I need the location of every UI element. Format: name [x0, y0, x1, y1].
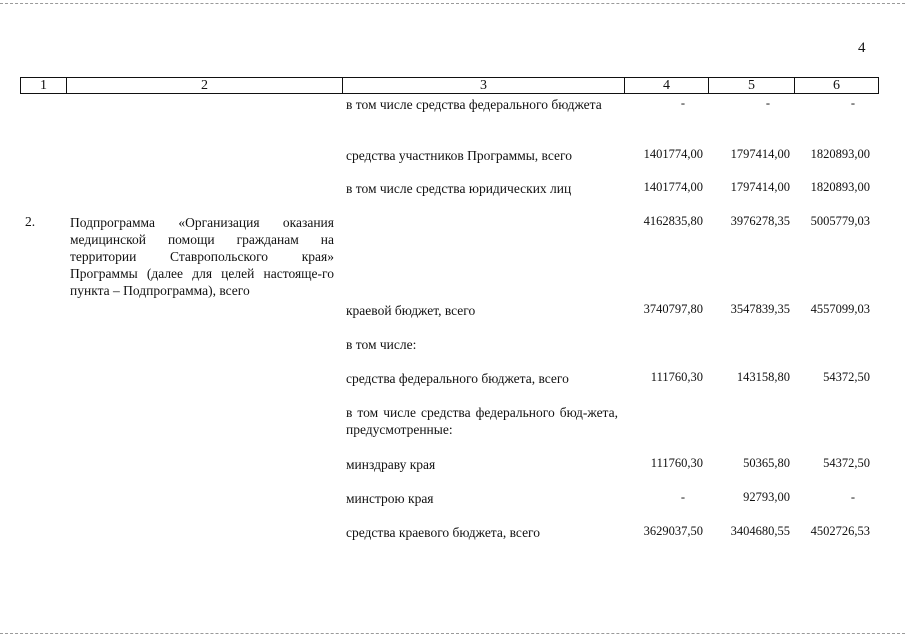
value-col-5: 50365,80 — [743, 456, 790, 470]
value-col-6: - — [850, 96, 855, 110]
subprogram-name: Подпрограмма «Организация оказания медицинской помощи гражданам на территории Ставропольского края» Программы (далее для целей настояще-го пункта – Подпрограмма), всего — [70, 215, 334, 298]
value-col-6: 4502726,53 — [810, 524, 870, 538]
row-description: в том числе: — [346, 337, 417, 352]
value-col-4: - — [680, 96, 685, 110]
value-col-6: 5005779,03 — [810, 214, 870, 228]
row-description: минстрою края — [346, 491, 434, 506]
column-header-table — [20, 77, 879, 94]
scan-edge-top — [0, 3, 905, 4]
row-description: в том числе средства федерального бюд-жета, предусмотренные: — [346, 405, 618, 437]
value-col-4: 111760,30 — [650, 370, 703, 384]
column-header-1: 1 — [21, 78, 67, 94]
value-col-4: 4162835,80 — [643, 214, 703, 228]
row-description: средства участников Программы, всего — [346, 148, 572, 163]
value-col-5: 3547839,35 — [730, 302, 790, 316]
row-description: в том числе средства федерального бюджета — [346, 97, 602, 112]
value-col-5: - — [765, 96, 770, 110]
row-description: минздраву края — [346, 457, 436, 472]
value-col-4: 3740797,80 — [643, 302, 703, 316]
value-col-4: 1401774,00 — [643, 180, 703, 194]
value-col-6: 54372,50 — [823, 370, 870, 384]
value-col-5: 1797414,00 — [730, 180, 790, 194]
column-header-5: 5 — [709, 78, 795, 94]
column-header-4: 4 — [625, 78, 709, 94]
value-col-4: 111760,30 — [650, 456, 703, 470]
value-col-6: - — [850, 490, 855, 504]
row-description: краевой бюджет, всего — [346, 303, 476, 318]
scan-edge-bottom — [0, 633, 905, 634]
value-col-6: 1820893,00 — [810, 147, 870, 161]
value-col-5: 92793,00 — [743, 490, 790, 504]
value-col-6: 1820893,00 — [810, 180, 870, 194]
row-description: средства федерального бюджета, всего — [346, 371, 569, 386]
column-header-6: 6 — [795, 78, 879, 94]
page-number: 4 — [858, 40, 866, 56]
column-header-row — [21, 78, 879, 94]
value-col-5: 3404680,55 — [730, 524, 790, 538]
value-col-5: 3976278,35 — [730, 214, 790, 228]
value-col-4: 3629037,50 — [643, 524, 703, 538]
value-col-5: 143158,80 — [736, 370, 790, 384]
value-col-4: 1401774,00 — [643, 147, 703, 161]
value-col-6: 54372,50 — [823, 456, 870, 470]
row-description: в том числе средства юридических лиц — [346, 181, 572, 196]
value-col-4: - — [680, 490, 685, 504]
column-header-3: 3 — [343, 78, 625, 94]
column-header-2: 2 — [67, 78, 343, 94]
value-col-6: 4557099,03 — [810, 302, 870, 316]
row-description: средства краевого бюджета, всего — [346, 525, 541, 540]
value-col-5: 1797414,00 — [730, 147, 790, 161]
row-number: 2. — [25, 214, 36, 229]
